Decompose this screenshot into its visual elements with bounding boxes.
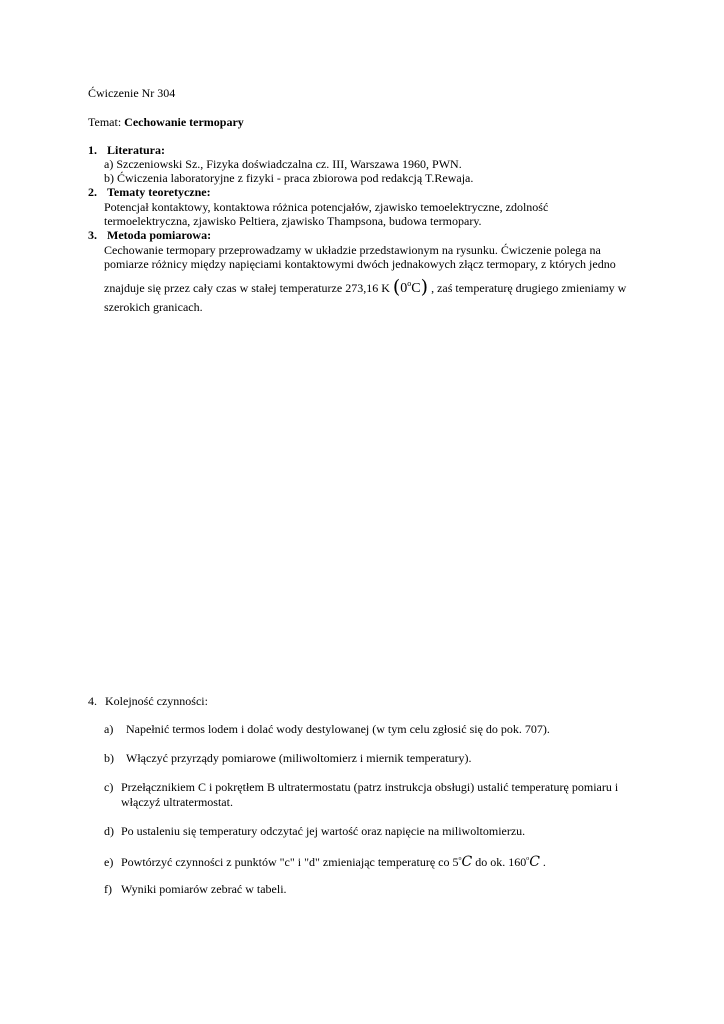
step-e: e) Powtórzyć czynności z punktów "c" i "d" zmieniając temperaturę co 5$^o$C do ok. 160$^o$C . xyxy=(104,854,546,870)
section-heading: Metoda pomiarowa: xyxy=(107,228,212,242)
method-line-3-end: , zaś temperaturę drugiego zmieniamy w xyxy=(431,281,627,295)
step-b: b) Włączyć przyrządy pomiarowe (miliwoltomierz i miernik temperatury). xyxy=(104,751,472,765)
method-line-3 xyxy=(104,276,626,296)
method-line-3-text: znajduje się przez cały czas w stałej temperaturze 273,16 K xyxy=(104,281,390,295)
section-heading: Tematy teoretyczne: xyxy=(107,185,211,199)
theory-line-2: termoelektryczna, zjawisko Peltiera, zjawisko Thampsona, budowa termopary. xyxy=(104,214,482,228)
topic-value: Cechowanie termopary xyxy=(124,115,244,129)
topic-line xyxy=(88,115,244,130)
section-number: 3. xyxy=(88,228,97,242)
theory-line-1: Potencjał kontaktowy, kontaktowa różnica potencjałów, zjawisko temoelektryczne, zdolność xyxy=(104,200,549,214)
section-theory-heading xyxy=(88,185,211,200)
step-c: c) Przełącznikiem C i pokrętłem B ultratermostatu (patrz instrukcja obsługi) ustalić temperaturę pomiaru i xyxy=(104,780,619,794)
step-d: d) Po ustaleniu się temperatury odczytać jej wartość oraz napięcie na miliwoltomierzu. xyxy=(104,824,526,838)
section-order-heading xyxy=(88,694,208,709)
method-line-2: pomiarze różnicy między napięciami kontaktowymi dwóch jednakowych złącz termopary, z których jedno xyxy=(104,257,616,271)
method-line-1: Cechowanie termopary przeprowadzamy w układzie przedstawionym na rysunku. Ćwiczenie polega na xyxy=(104,243,601,257)
section-heading: Kolejność czynności: xyxy=(105,694,208,708)
literature-item-a: a) Szczeniowski Sz., Fizyka doświadczalna cz. III, Warszawa 1960, PWN. xyxy=(104,157,462,171)
section-literature-heading xyxy=(88,143,165,158)
step-a: a) Napełnić termos lodem i dolać wody destylowanej (w tym celu zgłosić się do pok. 707). xyxy=(104,722,550,736)
section-number: 4. xyxy=(88,694,97,708)
method-line-4: szerokich granicach. xyxy=(104,300,203,314)
section-number: 1. xyxy=(88,143,97,157)
section-number: 2. xyxy=(88,185,97,199)
step-f: f) Wyniki pomiarów zebrać w tabeli. xyxy=(104,882,287,896)
step-c-continued: włączyź ultratermostat. xyxy=(121,795,233,809)
topic-label: Temat: xyxy=(88,115,122,129)
section-heading: Literatura: xyxy=(107,143,165,157)
literature-item-b: b) Ćwiczenia laboratoryjne z fizyki - praca zbiorowa pod redakcją T.Rewaja. xyxy=(104,171,474,185)
section-method-heading xyxy=(88,228,211,243)
temperature-formula: (0$^o$C) xyxy=(392,276,429,298)
exercise-title: Ćwiczenie Nr 304 xyxy=(88,86,176,100)
